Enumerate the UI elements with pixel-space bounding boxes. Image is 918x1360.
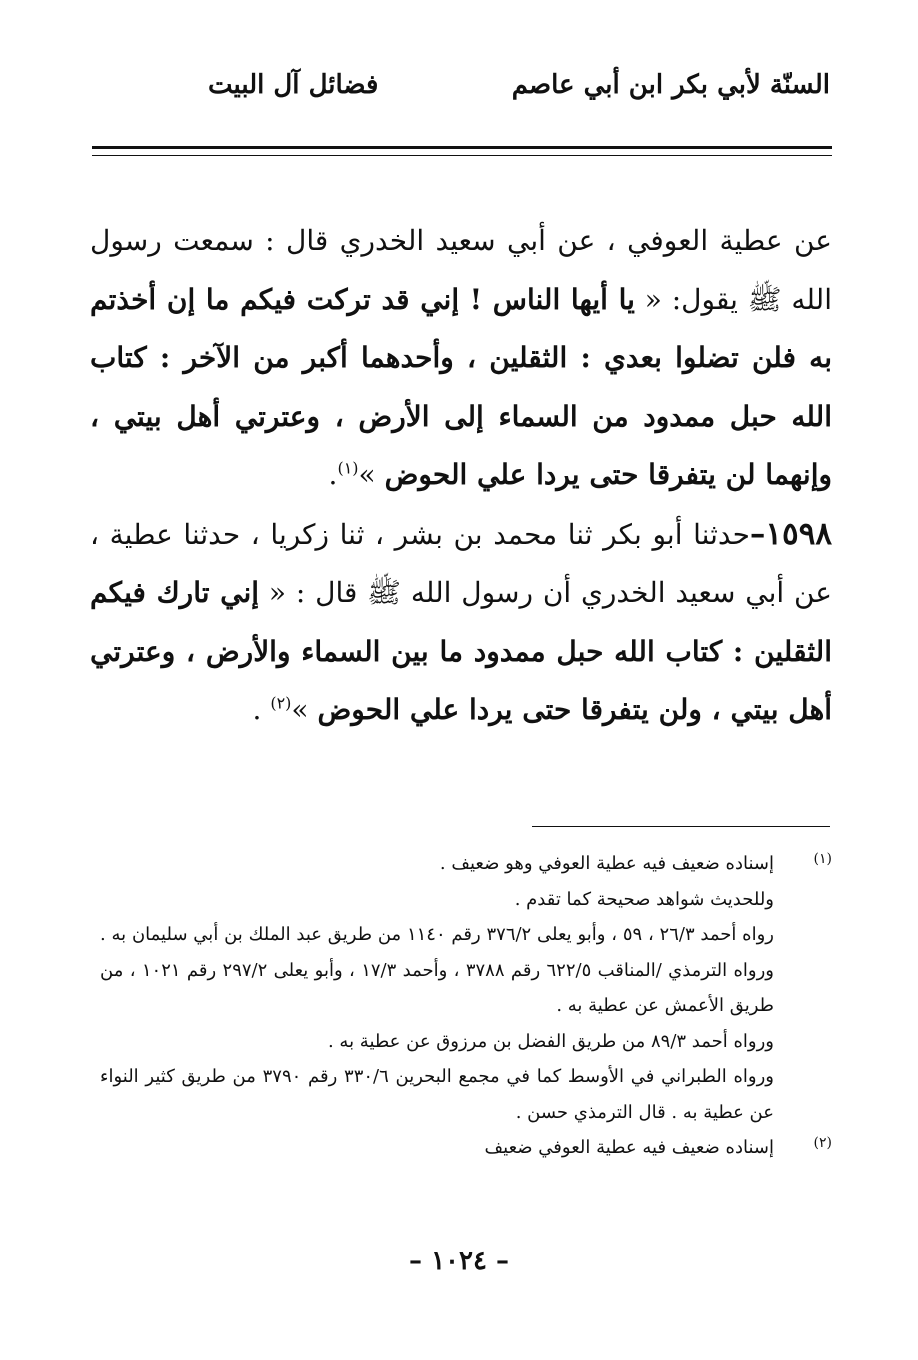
hadith-paragraph	[90, 505, 832, 740]
sentence-end: .	[328, 458, 338, 491]
quote-close: »	[358, 458, 385, 491]
quote-close: »	[291, 693, 318, 726]
header-rule-thick	[92, 146, 832, 149]
hadith-number: ١٥٩٨	[765, 515, 832, 552]
footnote-line: وللحديث شواهد صحيحة كما تقدم .	[514, 888, 774, 910]
chapter-title: فضائل آل البيت	[208, 70, 379, 100]
sentence-end: .	[252, 693, 271, 726]
footnote-ref: (١)	[337, 458, 359, 478]
number-dash: –	[749, 515, 766, 552]
footnote-number: (١)	[813, 851, 832, 867]
main-text	[90, 212, 832, 740]
running-header	[90, 70, 830, 120]
footnote-separator	[532, 826, 830, 827]
page-number: – ١٠٢٤ –	[409, 1246, 509, 1276]
header-rule-thin	[92, 155, 832, 156]
footnote-line: إسناده ضعيف فيه عطية العوفي ضعيف	[484, 1137, 774, 1158]
isnad-text: عن عطية العوفي ، عن أبي سعيد الخدري قال : سمعت رسول الله ﷺ يقول: «	[90, 224, 832, 316]
footnote-2	[100, 1130, 832, 1166]
footnote-line: إسناده ضعيف فيه عطية العوفي وهو ضعيف .	[439, 853, 774, 874]
footnote-line: ورواه الطبراني في الأوسط كما في مجمع البحرين ٣٣٠/٦ رقم ٣٧٩٠ من طريق كثير النواء عن عطية به . قال الترمذي حسن .	[100, 1066, 775, 1123]
footnote-1	[100, 846, 832, 1130]
isnad-text: حدثنا أبو بكر ثنا محمد بن بشر ، ثنا زكريا ، حدثنا عطية ، عن أبي سعيد الخدري أن رسول الله ﷺ قال : «	[90, 517, 832, 609]
footnote-line: ورواه أحمد ٨٩/٣ من طريق الفضل بن مرزوق عن عطية به .	[327, 1030, 774, 1052]
book-title: السنّة لأبي بكر ابن أبي عاصم	[511, 70, 830, 100]
hadith-quote: إني تارك فيكم الثقلين : كتاب الله حبل ممدود ما بين السماء والأرض ، وعترتي أهل بيتي ، ولن يتفرقا حتى يردا علي الحوض	[90, 576, 832, 726]
footnotes	[100, 846, 832, 1166]
hadith-paragraph-continued	[90, 212, 832, 505]
hadith-quote: يا أيها الناس ! إني قد تركت فيكم ما إن أخذتم به فلن تضلوا بعدي : الثقلين ، وأحدهما أكبر من الآخر : كتاب الله حبل ممدود من السماء إلى الأرض ، وعترتي أهل بيتي ، وإنهما لن يتفرقا حتى يردا علي الحوض	[90, 282, 832, 491]
footnote-number: (٢)	[813, 1135, 832, 1151]
footnote-line: رواه أحمد ٢٦/٣ ، ٥٩ ، وأبو يعلى ٣٧٦/٢ رقم ١١٤٠ من طريق عبد الملك بن أبي سليمان به . ورواه الترمذي /المناقب ٦٢٢/٥ رقم ٣٧٨٨ ، وأحمد ١٧/٣ ، وأبو يعلى ٢٩٧/٢ رقم ١٠٢١ ، من طريق الأعمش عن عطية به .	[100, 924, 775, 1016]
footnote-ref: (٢)	[270, 693, 292, 713]
